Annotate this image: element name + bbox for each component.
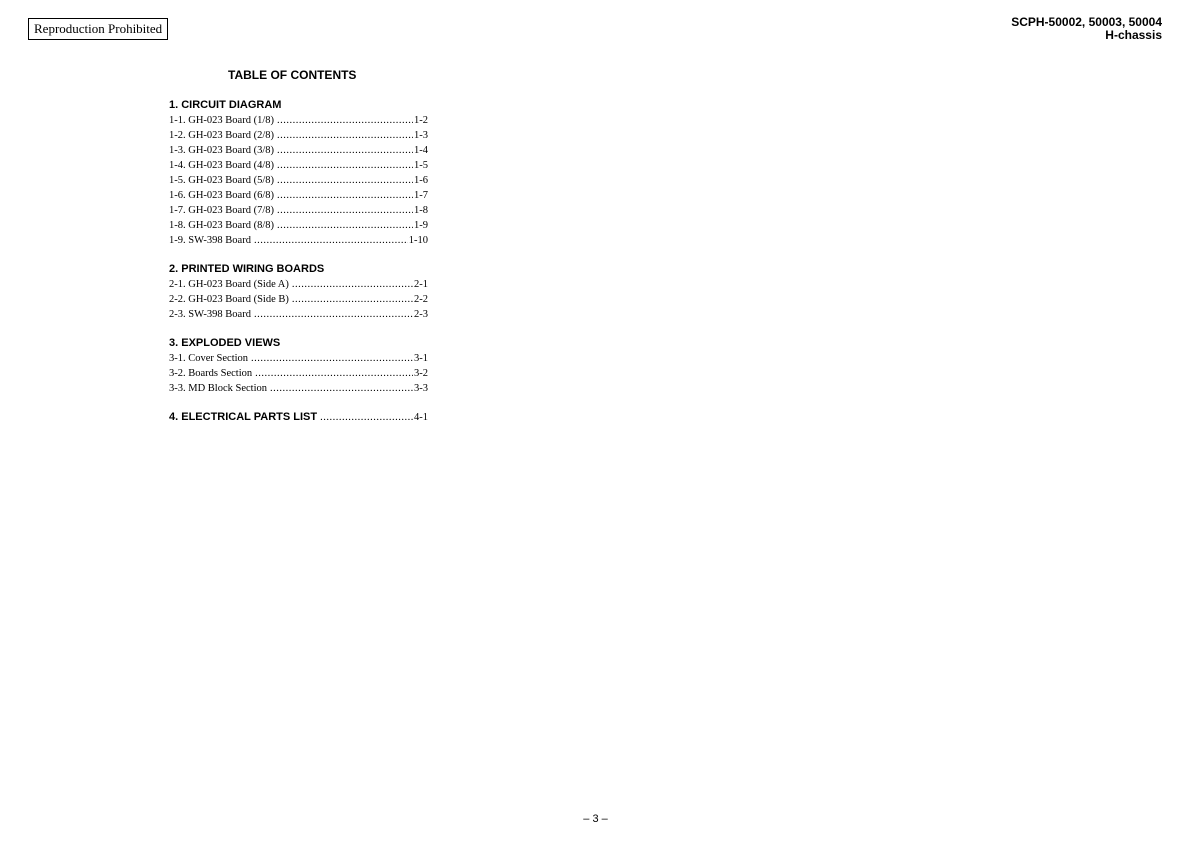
dot-leader: [320, 410, 413, 425]
table-of-contents: [169, 98, 428, 439]
dot-leader: [277, 128, 413, 143]
toc-entry[interactable]: [169, 307, 428, 322]
dot-leader: [292, 277, 413, 292]
toc-entry[interactable]: [169, 381, 428, 396]
entry-label: 3-3. MD Block Section: [169, 383, 267, 394]
entry-label: 1-1. GH-023 Board (1/8): [169, 115, 274, 126]
entry-label: 1-9. SW-398 Board: [169, 235, 251, 246]
entry-label: 2-2. GH-023 Board (Side B): [169, 294, 289, 305]
entry-label: 1-7. GH-023 Board (7/8): [169, 205, 274, 216]
dot-leader: [254, 233, 408, 248]
entry-page: 3-2: [414, 368, 428, 379]
page-number: – 3 –: [583, 813, 608, 825]
dot-leader: [277, 143, 413, 158]
entry-page: 2-2: [414, 294, 428, 305]
toc-entry[interactable]: [169, 113, 428, 128]
toc-entry[interactable]: [169, 218, 428, 233]
entry-page: 1-2: [414, 115, 428, 126]
toc-section-circuit-diagram: [169, 98, 428, 248]
dot-leader: [270, 381, 413, 396]
entry-page: 1-5: [414, 160, 428, 171]
toc-section-electrical-parts-list: [169, 410, 428, 425]
entry-label: 4. ELECTRICAL PARTS LIST: [169, 411, 318, 423]
toc-entry-electrical-parts-list[interactable]: [169, 410, 428, 425]
entry-label: 3-1. Cover Section: [169, 353, 249, 364]
entry-label: 2-1. GH-023 Board (Side A): [169, 279, 289, 290]
entry-page: 1-9: [414, 220, 428, 231]
reproduction-prohibited-stamp: Reproduction Prohibited: [28, 18, 168, 40]
dot-leader: [292, 292, 413, 307]
entry-page: 1-4: [414, 145, 428, 156]
entry-label: 1-4. GH-023 Board (4/8): [169, 160, 274, 171]
dot-leader: [277, 173, 413, 188]
entry-page: 1-6: [414, 175, 428, 186]
entry-label: 3-2. Boards Section: [169, 368, 253, 379]
entry-page: 2-3: [414, 309, 428, 320]
toc-entry[interactable]: [169, 128, 428, 143]
entry-label: 2-3. SW-398 Board: [169, 309, 251, 320]
toc-title: TABLE OF CONTENTS: [228, 68, 357, 82]
entry-label: 1-2. GH-023 Board (2/8): [169, 130, 274, 141]
toc-entry[interactable]: [169, 277, 428, 292]
entry-page: 3-3: [414, 383, 428, 394]
dot-leader: [277, 113, 413, 128]
entry-page: 4-1: [414, 412, 428, 423]
entry-label: 1-6. GH-023 Board (6/8): [169, 190, 274, 201]
dot-leader: [254, 307, 413, 322]
toc-entry[interactable]: [169, 292, 428, 307]
toc-entry[interactable]: [169, 351, 428, 366]
dot-leader: [277, 188, 413, 203]
entry-page: 3-1: [414, 353, 428, 364]
entry-page: 1-3: [414, 130, 428, 141]
entry-label: 1-5. GH-023 Board (5/8): [169, 175, 274, 186]
entry-page: 1-10: [408, 235, 428, 246]
toc-entry[interactable]: [169, 203, 428, 218]
toc-entry[interactable]: [169, 143, 428, 158]
toc-entry[interactable]: [169, 366, 428, 381]
toc-section-exploded-views: [169, 336, 428, 396]
entry-page: 2-1: [414, 279, 428, 290]
toc-section-printed-wiring-boards: [169, 262, 428, 322]
model-numbers: SCPH-50002, 50003, 50004: [1011, 15, 1162, 29]
dot-leader: [277, 203, 413, 218]
entry-page: 1-7: [414, 190, 428, 201]
toc-entry[interactable]: [169, 158, 428, 173]
dot-leader: [251, 351, 413, 366]
section-title: 3. EXPLODED VIEWS: [169, 337, 281, 349]
chassis-name: H-chassis: [1105, 28, 1162, 42]
dot-leader: [255, 366, 413, 381]
entry-page: 1-8: [414, 205, 428, 216]
toc-entry[interactable]: [169, 233, 428, 248]
model-header: [1011, 16, 1162, 42]
entry-label: 1-3. GH-023 Board (3/8): [169, 145, 274, 156]
section-title: 2. PRINTED WIRING BOARDS: [169, 263, 325, 275]
toc-entry[interactable]: [169, 188, 428, 203]
dot-leader: [277, 158, 413, 173]
dot-leader: [277, 218, 413, 233]
toc-entry[interactable]: [169, 173, 428, 188]
entry-label: 1-8. GH-023 Board (8/8): [169, 220, 274, 231]
section-title: 1. CIRCUIT DIAGRAM: [169, 99, 282, 111]
